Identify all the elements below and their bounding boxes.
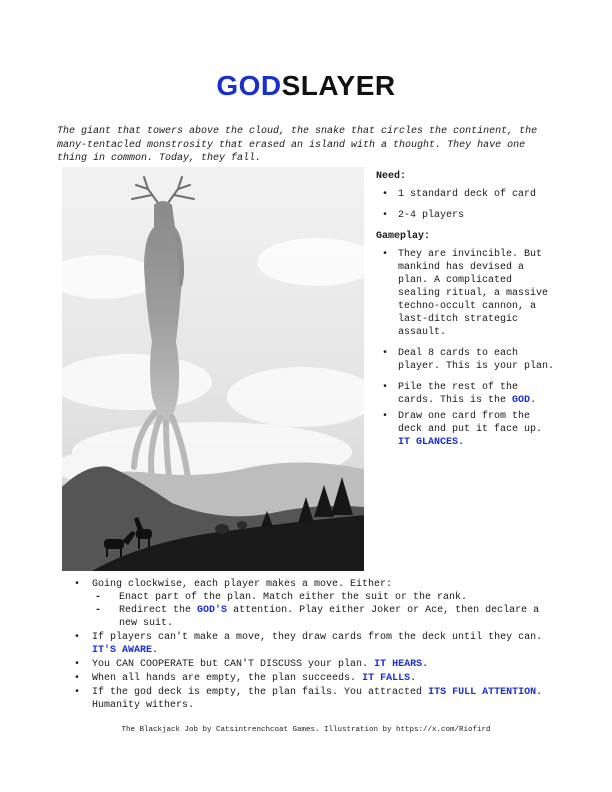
it-falls-highlight: IT FALLS. (362, 673, 417, 684)
its-aware-highlight: IT'S AWARE. (92, 645, 159, 656)
full-attention-highlight: ITS FULL ATTENTION. (428, 687, 543, 698)
page-title (0, 70, 612, 102)
gods-highlight: GOD'S (197, 605, 228, 616)
title-slayer: SLAYER (281, 70, 396, 101)
need-item-deck: • 1 standard deck of card (376, 188, 556, 201)
gameplay-item-invincible: • They are invincible. But mankind has devised a plan. A complicated sealing ritual, a massive techno-occult cannon, a last-ditch strategic assault. (376, 248, 556, 339)
need-heading: Need: (376, 171, 407, 182)
rule-redirect: ‐ Redirect the GOD'S attention. Play either Joker or Ace, then declare a new suit. (92, 604, 562, 630)
rule-fail: • If the god deck is empty, the plan fails. You attracted ITS FULL ATTENTION. Humanity withers. (72, 686, 562, 712)
need-item-players: • 2-4 players (376, 209, 556, 222)
god-highlight: GOD (512, 395, 531, 406)
it-hears-highlight: IT HEARS. (374, 659, 429, 670)
footer-credits: The Blackjack Job by Catsintrenchcoat Games. Illustration by https://x.com/Riofird (121, 726, 491, 734)
rule-success: • When all hands are empty, the plan succeeds. IT FALLS. (72, 672, 562, 685)
it-glances-highlight: IT GLANCES. (398, 437, 465, 448)
sidebar-rules (376, 170, 556, 457)
rule-cooperate: • You CAN COOPERATE but CAN'T DISCUSS your plan. IT HEARS. (72, 658, 562, 671)
gameplay-item-pile: • Pile the rest of the cards. This is the GOD. (376, 381, 556, 407)
main-rules (72, 578, 562, 713)
need-list (376, 188, 556, 222)
rule-enact: ‐ Enact part of the plan. Match either the suit or the rank. (92, 591, 562, 604)
gameplay-list (376, 248, 556, 449)
rule-draw: • If players can't make a move, they draw cards from the deck until they can. IT'S AWARE. (72, 631, 562, 657)
intro-text: The giant that towers above the cloud, the snake that circles the continent, the many-tentacled monstrosity that erased an island with a thought. They have one thing in common. Today, they fall. (57, 126, 538, 164)
gameplay-item-draw: • Draw one card from the deck and put it face up. IT GLANCES. (376, 410, 556, 449)
title-god: GOD (216, 70, 282, 101)
gameplay-item-deal: • Deal 8 cards to each player. This is your plan. (376, 347, 556, 373)
gameplay-heading: Gameplay: (376, 231, 431, 242)
rule-clockwise: • Going clockwise, each player makes a move. Either: ‐ Enact part of the plan. Match either the suit or the rank. ‐ Redirect the GOD'S attention. Play either Joker or Ace, then declare a new suit. (72, 578, 562, 630)
antlered-giant-illustration (62, 167, 364, 571)
